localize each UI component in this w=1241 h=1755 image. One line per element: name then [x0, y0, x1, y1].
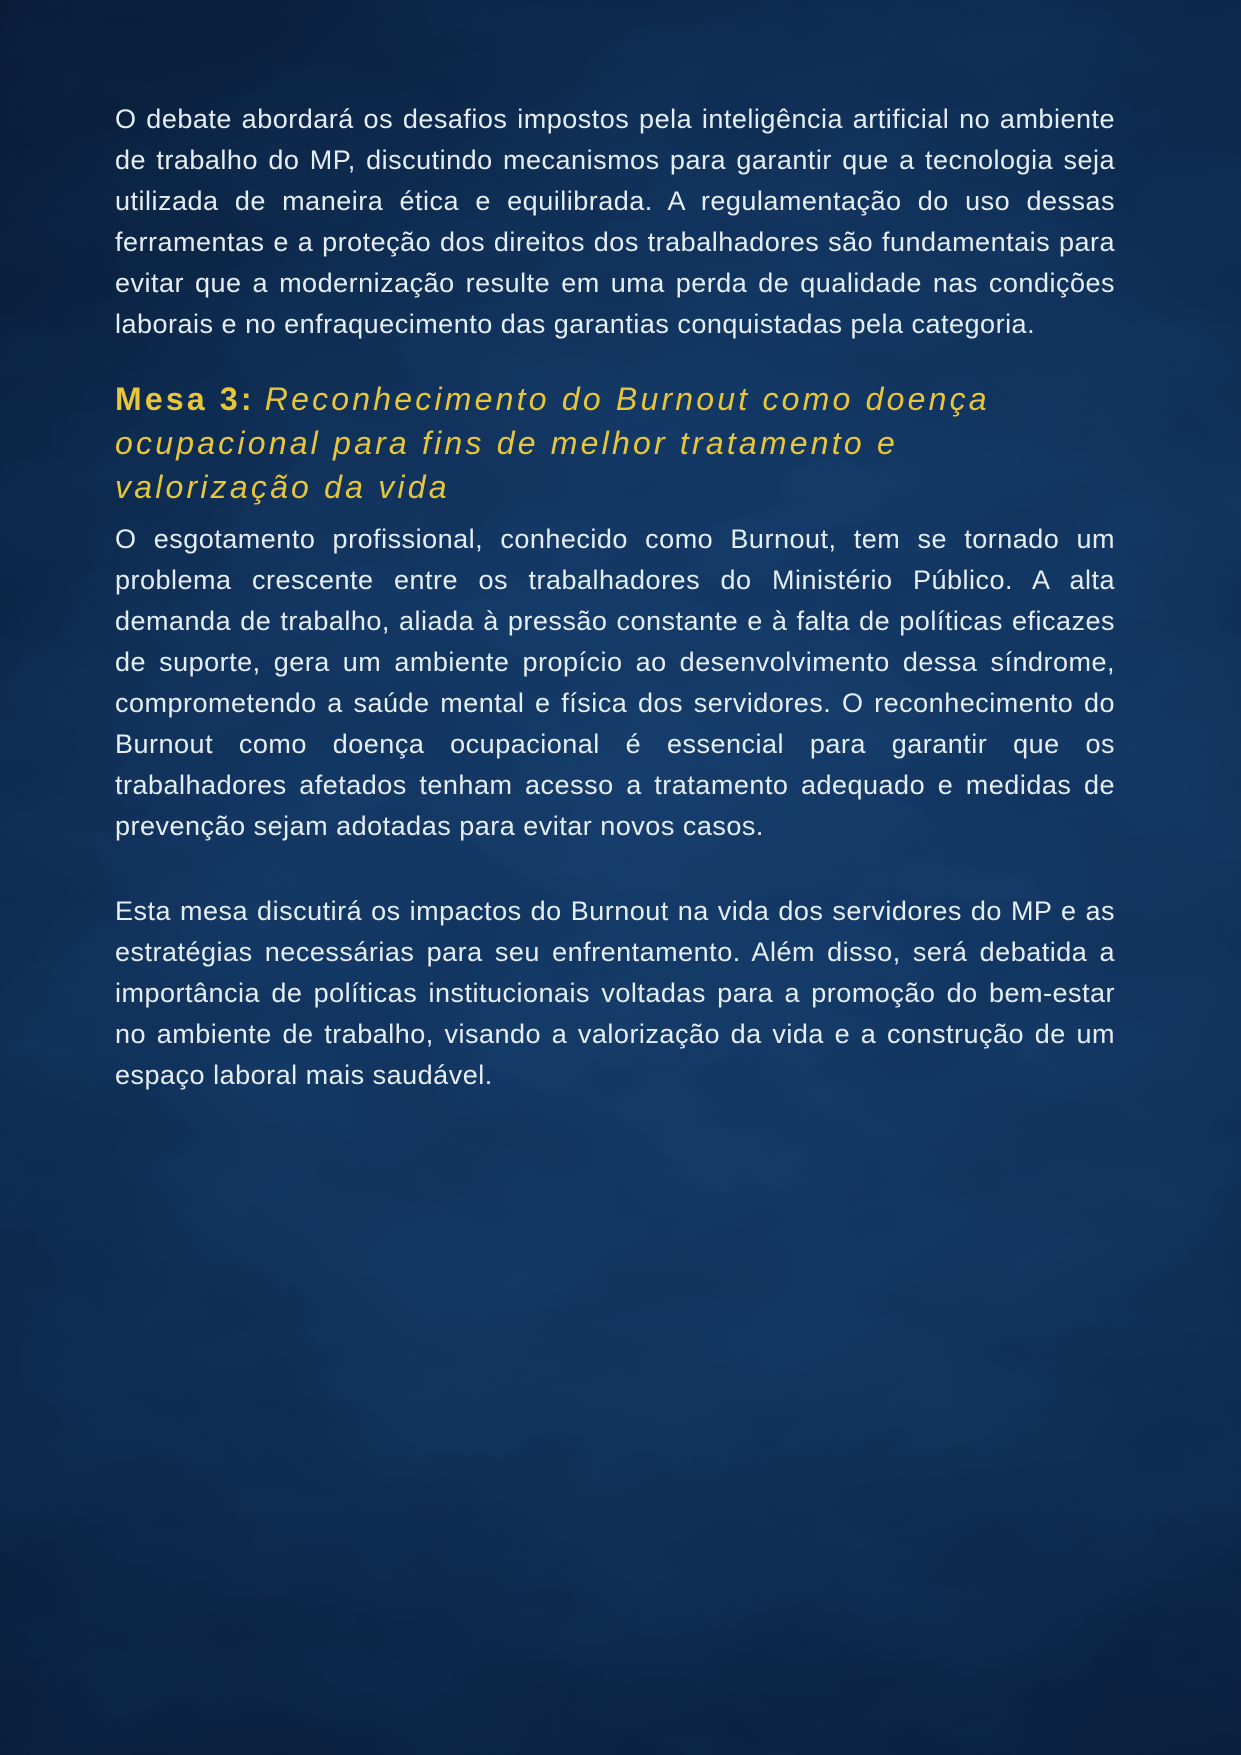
- page-content: [115, 99, 1115, 1096]
- burnout-context-paragraph: O esgotamento profissional, conhecido como Burnout, tem se tornado um problema crescente entre os trabalhadores do Ministério Público. A alta demanda de trabalho, aliada à pressão constante e à falta de políticas eficazes de suporte, gera um ambiente propício ao desenvolvimento dessa síndrome, comprometendo a saúde mental e física dos servidores. O reconhecimento do Burnout como doença ocupacional é essencial para garantir que os trabalhadores afetados tenham acesso a tratamento adequado e medidas de prevenção sejam adotadas para evitar novos casos.: [115, 524, 1115, 841]
- intro-ai-paragraph: O debate abordará os desafios impostos pela inteligência artificial no ambiente de trabalho do MP, discutindo mecanismos para garantir que a tecnologia seja utilizada de maneira ética e equilibrada. A regulamentação do uso dessas ferramentas e a proteção dos direitos dos trabalhadores são fundamentais para evitar que a modernização resulte em uma perda de qualidade nas condições laborais e no enfraquecimento das garantias conquistadas pela categoria.: [115, 104, 1115, 339]
- mesa-discussion-paragraph: Esta mesa discutirá os impactos do Burnout na vida dos servidores do MP e as estratégias necessárias para seu enfrentamento. Além disso, será debatida a importância de políticas institucionais voltadas para a promoção do bem-estar no ambiente de trabalho, visando a valorização da vida e a construção de um espaço laboral mais saudável.: [115, 896, 1115, 1090]
- mesa3-heading-title: Reconhecimento do Burnout como doença ocupacional para fins de melhor tratamento e valorização da vida: [115, 381, 990, 505]
- mesa3-heading-label: Mesa 3:: [115, 381, 255, 417]
- mesa3-heading: [115, 377, 1060, 509]
